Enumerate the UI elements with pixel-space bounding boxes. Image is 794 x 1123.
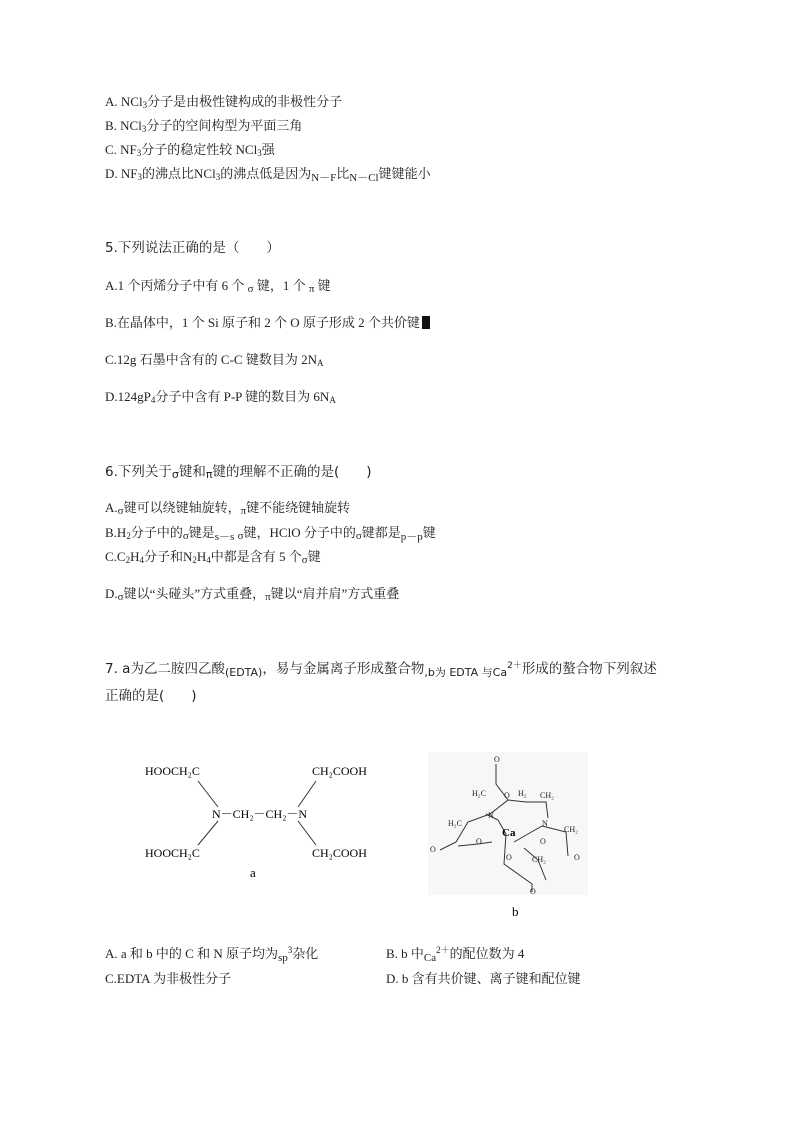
bond-line — [298, 821, 316, 845]
svg-text:H₂: H₂ — [518, 789, 527, 798]
q4-option-d: D. $NF_3$的沸点比NCl$_3$的沸点低是因为$_{N-F}$比$_{N-Cl}$键键能小 — [105, 166, 431, 184]
edta-structure-figure — [140, 755, 390, 885]
bond-line — [198, 781, 218, 807]
svg-text:CH₂: CH₂ — [564, 825, 578, 834]
figure-label-b: b — [512, 904, 519, 919]
svg-text:H₂C: H₂C — [472, 789, 486, 798]
svg-text:O: O — [476, 837, 482, 846]
q7-option-b: B. b 中$_{Ca}^{2+}$的配位数为 4 — [386, 945, 525, 964]
svg-text:O: O — [540, 837, 546, 846]
q6-option-c: $C.C_2H_4$分子和$N_2H_4$中都是含有 5 个σ键 — [105, 549, 321, 566]
q6-option-a: A.σ键可以绕键轴旋转，π键不能绕键轴旋转 — [105, 500, 351, 517]
q5-stem: 5.下列说法正确的是（ ） — [105, 240, 280, 256]
bond-line — [298, 781, 316, 807]
svg-text:O: O — [530, 887, 536, 896]
q7-option-a: A. a 和 b 中的 C 和 N 原子均为$_{sp}^3$杂化 — [105, 945, 319, 964]
calcium-ion-label: Ca — [502, 827, 516, 839]
svg-text:O: O — [504, 791, 510, 800]
q5-option-a: A.1 个丙烯分子中有 6 个 σ 键，1 个 π 键 — [105, 278, 331, 295]
svg-text:N: N — [542, 819, 548, 828]
svg-text:N: N — [488, 811, 494, 820]
edta-backbone: N－CH₂－CH₂－N — [212, 807, 308, 821]
svg-text:O: O — [574, 853, 580, 862]
q5-option-c: C.12g 石墨中含有的 C-C 键数目为 $2N_A$ — [105, 352, 324, 368]
q6-option-b: $B.H_2$分子中的σ键是$_{s-s}$ σ键，HClO 分子中的σ键都是$_{p-p}$键 — [105, 525, 436, 543]
svg-text:H₂C: H₂C — [448, 819, 462, 828]
bond-line — [198, 821, 218, 845]
edta-group-bottom-left: HOOCH₂C — [145, 846, 200, 860]
q7-option-d: D. b 含有共价键、离子键和配位键 — [386, 971, 581, 986]
edta-group-top-right: CH₂COOH — [312, 764, 367, 778]
svg-text:CH₂: CH₂ — [532, 855, 546, 864]
svg-text:O: O — [506, 853, 512, 862]
figure-label-a: a — [250, 865, 256, 880]
q7-option-c: C.EDTA 为非极性分子 — [105, 971, 232, 986]
q4-option-a: A. NCl$_3$分子是由极性键构成的非极性分子 — [105, 94, 343, 110]
q5-option-d: $D.124gP_4$分子中含有 P-P 键的数目为 $6N_A$ — [105, 389, 336, 405]
edta-group-bottom-right: CH₂COOH — [312, 846, 367, 860]
q5-option-b: B.在晶体中，1 个 Si 原子和 2 个 O 原子形成 2 个共价键 — [105, 315, 430, 331]
svg-text:O: O — [430, 845, 436, 854]
ca-edta-chelate-figure — [428, 752, 588, 922]
q6-option-d: D.σ键以“头碰头”方式重叠，π键以“肩并肩”方式重叠 — [105, 586, 400, 603]
q6-stem: 6.下列关于σ键和π键的理解不正确的是( ) — [105, 464, 372, 481]
svg-text:O: O — [494, 755, 500, 764]
edta-group-top-left: HOOCH₂C — [145, 764, 200, 778]
q7-stem-line1: 7. a为乙二胺四乙酸$_{(EDTA)}$，易与金属离子形成螯合物$_{,b为 EDTA 与Ca}^{2+}$形成的螯合物下列叙述 — [105, 661, 657, 679]
q4-option-b: B. NCl$_3$分子的空间构型为平面三角 — [105, 118, 303, 134]
text-cursor-mark — [422, 316, 430, 329]
q7-stem-line2: 正确的是( ) — [105, 688, 197, 704]
svg-text:CH₂: CH₂ — [540, 791, 554, 800]
q4-option-c: C. $NF_3$分子的稳定性较 NCl$_3$强 — [105, 142, 275, 158]
